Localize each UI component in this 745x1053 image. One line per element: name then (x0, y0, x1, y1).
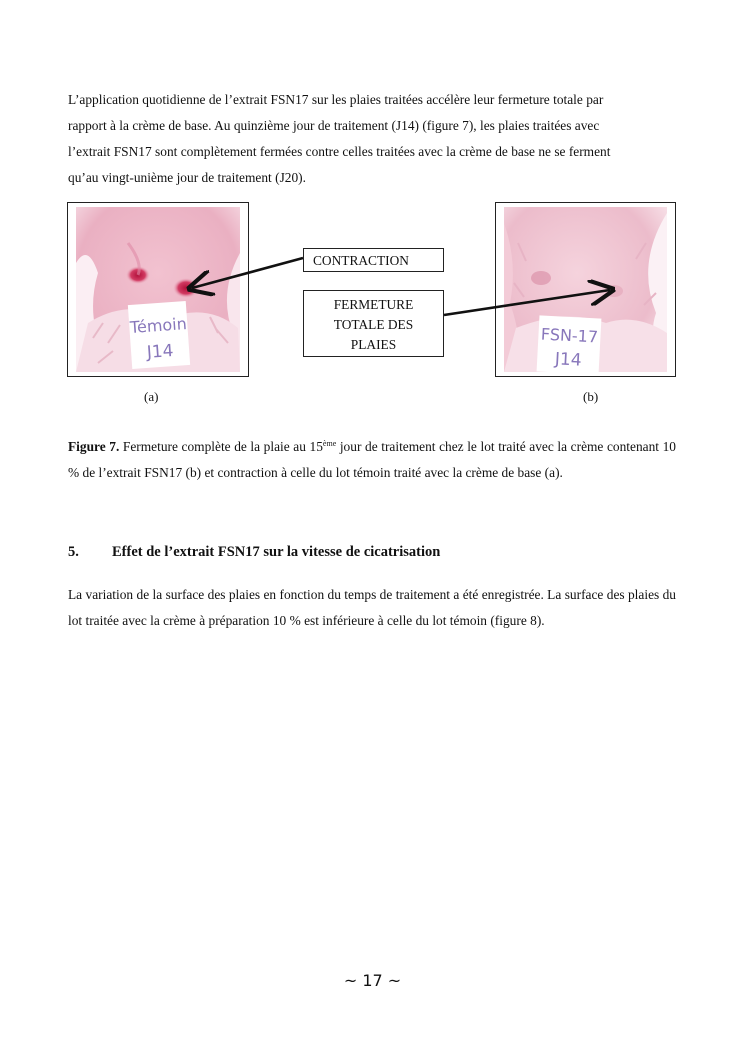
panel-label-a: (a) (144, 389, 159, 404)
figure-photo-b (495, 202, 676, 377)
caption-label: Figure 7. (68, 439, 120, 454)
fermeture-label-box (303, 290, 444, 357)
intro-line: qu’au vingt-unième jour de traitement (J20). (68, 170, 306, 185)
svg-text:Témoin: Témoin (129, 314, 188, 337)
rat-wound-photo-treated (496, 203, 675, 376)
fermeture-line: TOTALE DES (333, 317, 414, 332)
fermeture-line: PLAIES (350, 337, 397, 352)
rat-wound-photo-control (68, 203, 248, 376)
intro-paragraph (68, 87, 688, 191)
contraction-label-box: CONTRACTION (303, 248, 444, 272)
section-paragraph: La variation de la surface des plaies en fonction du temps de traitement a été enregistrée. La surface des plaies du lot traitée avec la crème à préparation 10 % est inférieure à celle du lot témoin (figure 8). (68, 587, 676, 628)
intro-line: l’extrait FSN17 sont complètement fermées contre celles traitées avec la crème de base ne se ferment (68, 144, 611, 159)
caption-superscript: ème (322, 439, 337, 448)
svg-text:FSN-17: FSN-17 (540, 324, 599, 347)
section-heading (68, 544, 440, 561)
svg-text:J14: J14 (146, 341, 175, 363)
caption-text-2: jour de traitement chez le lot traité avec la crème contenant 10 % de l’extrait FSN17 (b) et contraction à celle du lot témoin traité avec la crème de base (a). (68, 439, 676, 480)
intro-line: L’application quotidienne de l’extrait FSN17 sur les plaies traitées accélère leur fermeture totale par (68, 92, 604, 107)
fermeture-line: FERMETURE (333, 297, 414, 312)
svg-text:J14: J14 (554, 349, 583, 371)
page-number: ~ 17 ~ (343, 971, 402, 990)
figure-photo-a (67, 202, 249, 377)
panel-label-b: (b) (583, 389, 599, 404)
section-title: Effet de l’extrait FSN17 sur la vitesse de cicatrisation (112, 544, 441, 560)
intro-line: rapport à la crème de base. Au quinzième jour de traitement (J14) (figure 7), les plaies traitées avec (68, 118, 600, 133)
caption-text-1: Fermeture complète de la plaie au 15 (119, 439, 323, 454)
section-number: 5. (68, 544, 79, 560)
figure-caption (68, 434, 676, 486)
